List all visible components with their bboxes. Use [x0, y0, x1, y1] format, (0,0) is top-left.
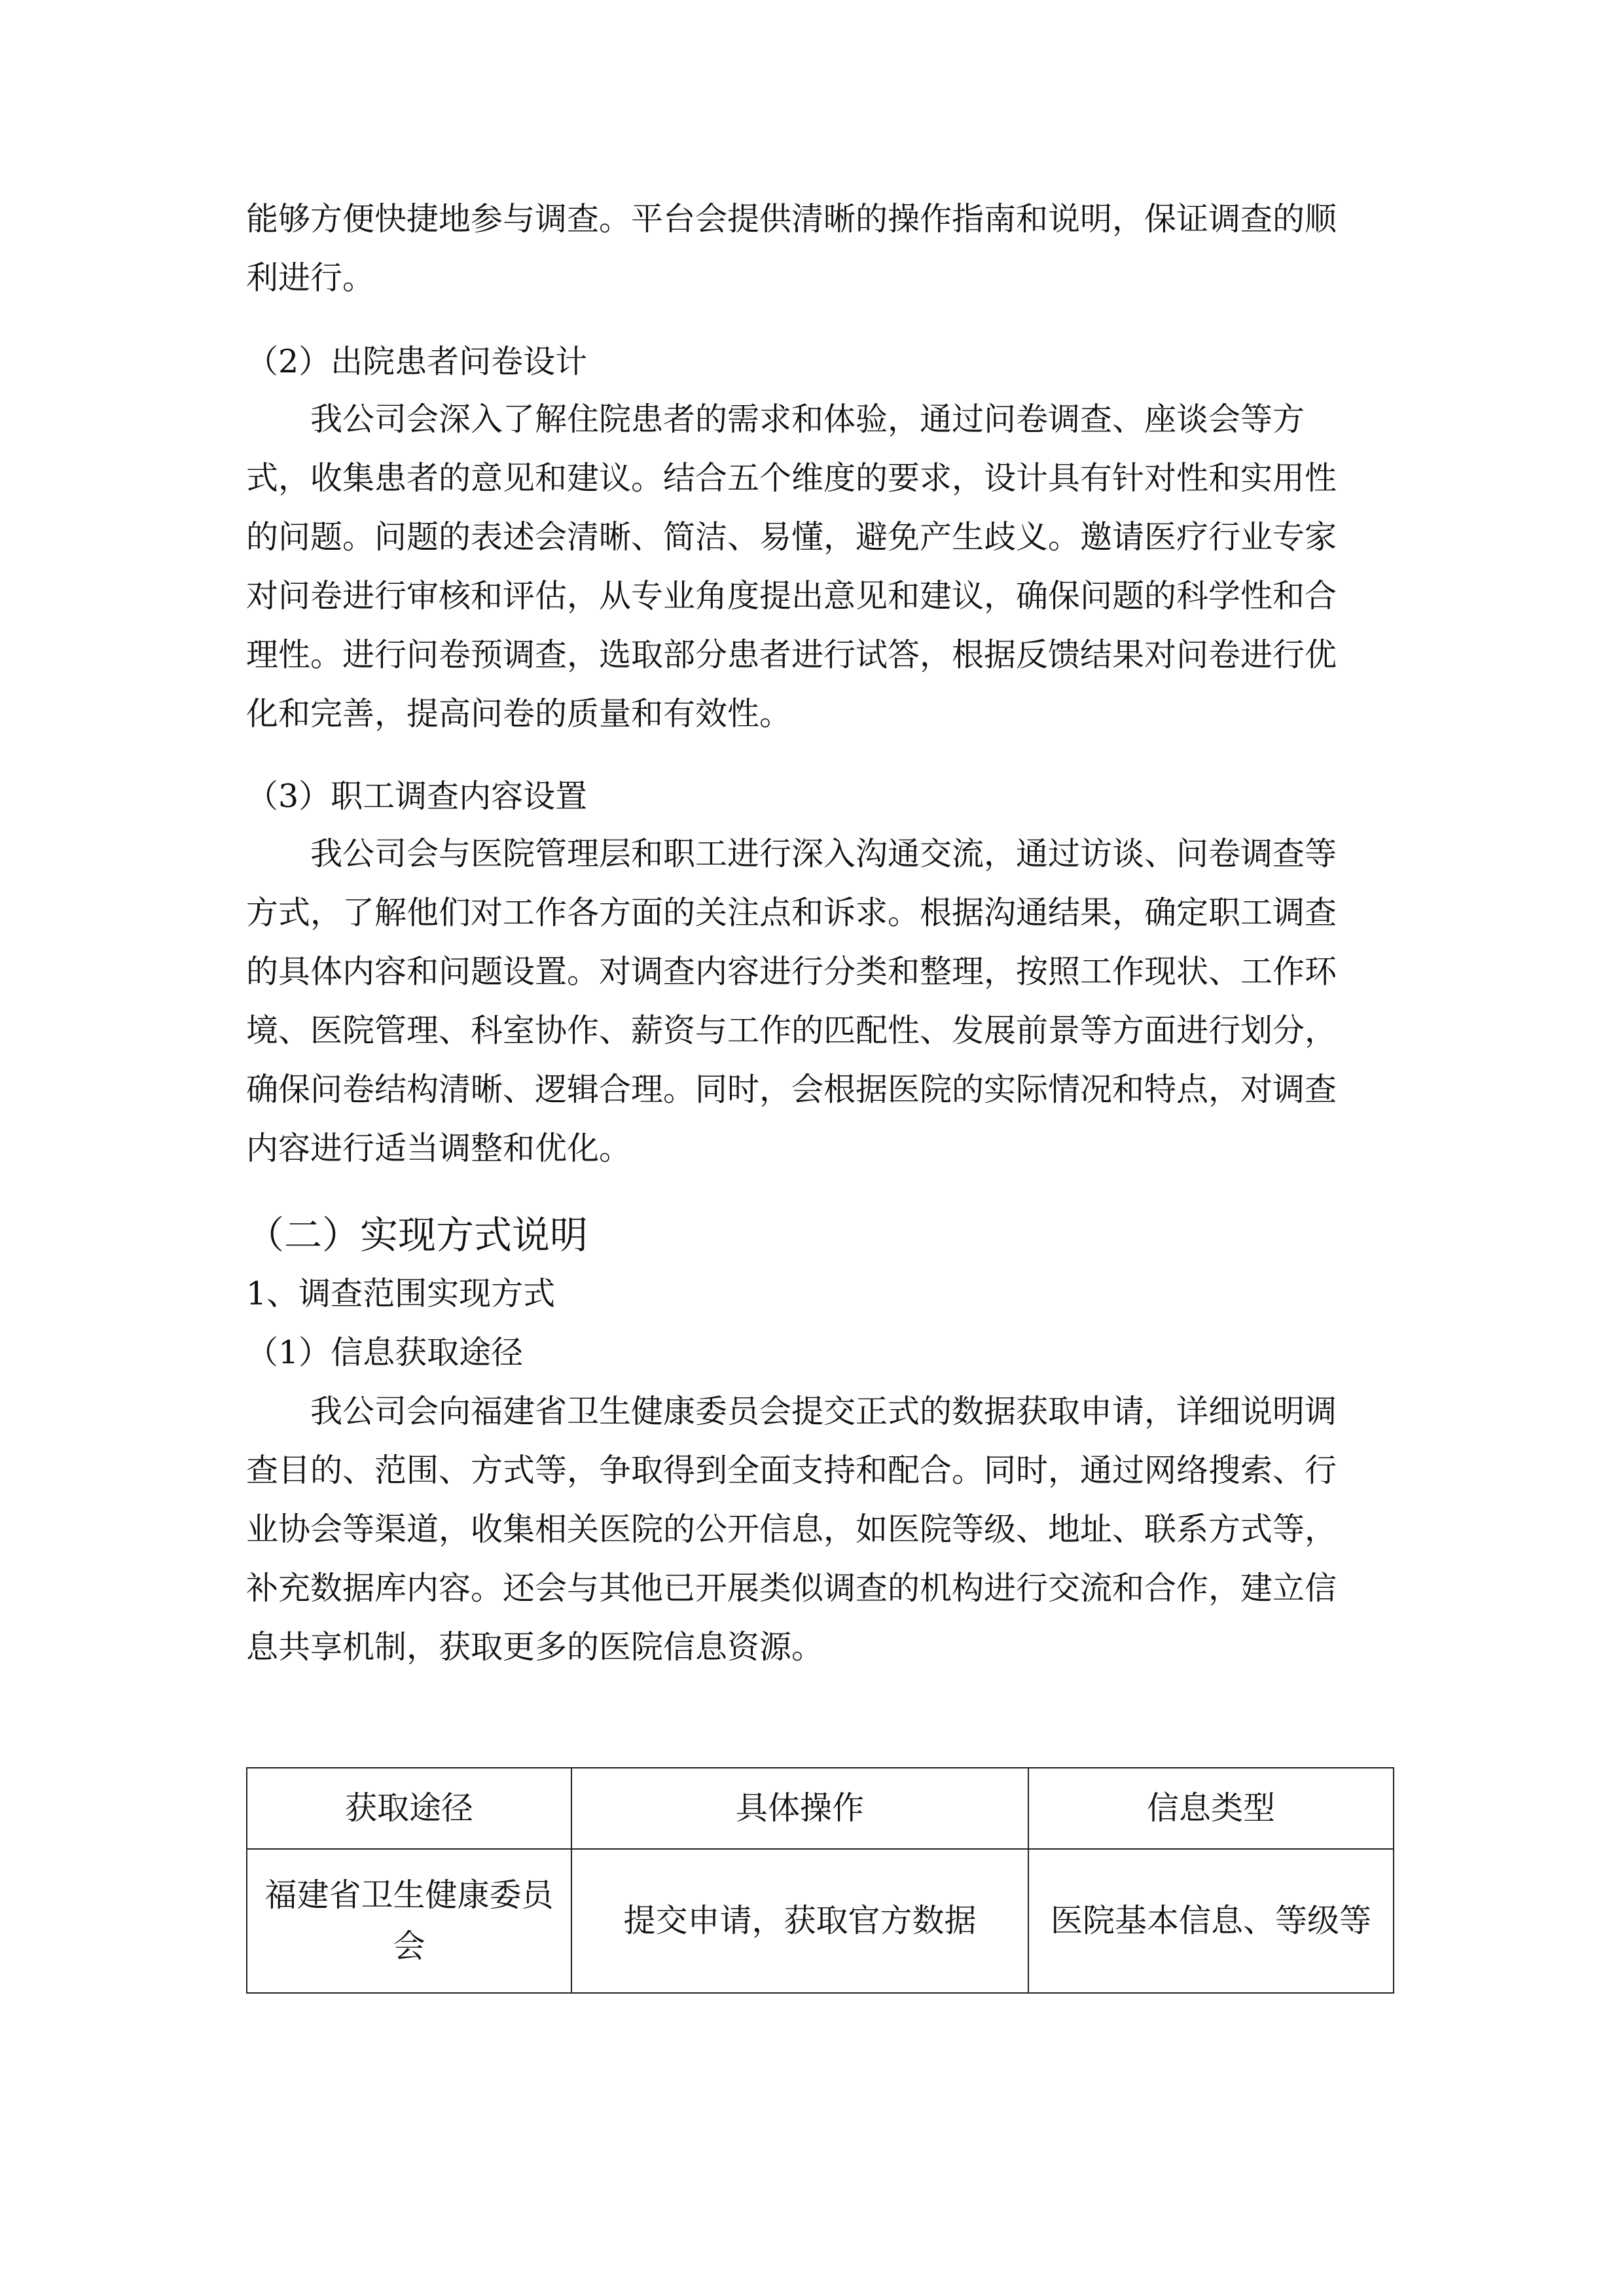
- section-heading-discharge: （2）出院患者问卷设计: [246, 343, 588, 380]
- info-source-table: [246, 1767, 1394, 1994]
- body-text-line: 能够方便快捷地参与调查。平台会提供清晰的操作指南和说明，保证调查的顺: [246, 200, 1337, 238]
- body-text-line: 内容进行适当调整和优化。: [246, 1130, 632, 1167]
- body-text-line: 查目的、范围、方式等，争取得到全面支持和配合。同时，通过网络搜索、行: [246, 1452, 1337, 1489]
- body-text-line: 对问卷进行审核和评估，从专业角度提出意见和建议，确保问题的科学性和合: [246, 577, 1337, 615]
- subsubsection-title: （1）信息获取途径: [246, 1334, 524, 1371]
- body-text-line: 补充数据库内容。还会与其他已开展类似调查的机构进行交流和合作，建立信: [246, 1570, 1337, 1607]
- table-cell-source-line: 会: [393, 1928, 425, 1965]
- table-header-cell: 获取途径: [247, 1768, 571, 1849]
- table-header-cell: 信息类型: [1028, 1768, 1394, 1849]
- table-header-row: [247, 1768, 1394, 1849]
- section-title-implementation: （二）实现方式说明: [246, 1213, 588, 1257]
- table-cell-source: [247, 1849, 571, 1993]
- body-text-line: 确保问卷结构清晰、逻辑合理。同时，会根据医院的实际情况和特点，对调查: [246, 1071, 1337, 1108]
- body-text-line: 化和完善，提高问卷的质量和有效性。: [246, 695, 792, 732]
- body-text-line: 利进行。: [246, 259, 375, 296]
- body-text-line: 的具体内容和问题设置。对调查内容进行分类和整理，按照工作现状、工作环: [246, 953, 1337, 990]
- body-text-line: 我公司会向福建省卫生健康委员会提交正式的数据获取申请，详细说明调: [310, 1393, 1337, 1430]
- table-cell-source-line: 福建省卫生健康委员: [264, 1876, 554, 1914]
- section-heading-staff: （3）职工调查内容设置: [246, 778, 588, 815]
- subsection-title: 1、调查范围实现方式: [246, 1275, 556, 1312]
- table-cell-operation: 提交申请，获取官方数据: [571, 1849, 1028, 1993]
- body-text-line: 式，收集患者的意见和建议。结合五个维度的要求，设计具有针对性和实用性: [246, 459, 1337, 497]
- body-text-line: 的问题。问题的表述会清晰、简洁、易懂，避免产生歧义。邀请医疗行业专家: [246, 518, 1337, 556]
- table-cell-info-type: 医院基本信息、等级等: [1028, 1849, 1394, 1993]
- body-text-line: 境、医院管理、科室协作、薪资与工作的匹配性、发展前景等方面进行划分，: [246, 1012, 1337, 1049]
- body-text-line: 息共享机制，获取更多的医院信息资源。: [246, 1628, 824, 1666]
- body-text-line: 我公司会深入了解住院患者的需求和体验，通过问卷调查、座谈会等方: [310, 401, 1305, 438]
- body-text-line: 我公司会与医院管理层和职工进行深入沟通交流，通过访谈、问卷调查等: [310, 835, 1337, 872]
- table-header-cell: 具体操作: [571, 1768, 1028, 1849]
- table-row: [247, 1849, 1394, 1993]
- body-text-line: 业协会等渠道，收集相关医院的公开信息，如医院等级、地址、联系方式等，: [246, 1511, 1337, 1548]
- body-text-line: 方式，了解他们对工作各方面的关注点和诉求。根据沟通结果，确定职工调查: [246, 894, 1337, 931]
- body-text-line: 理性。进行问卷预调查，选取部分患者进行试答，根据反馈结果对问卷进行优: [246, 636, 1337, 673]
